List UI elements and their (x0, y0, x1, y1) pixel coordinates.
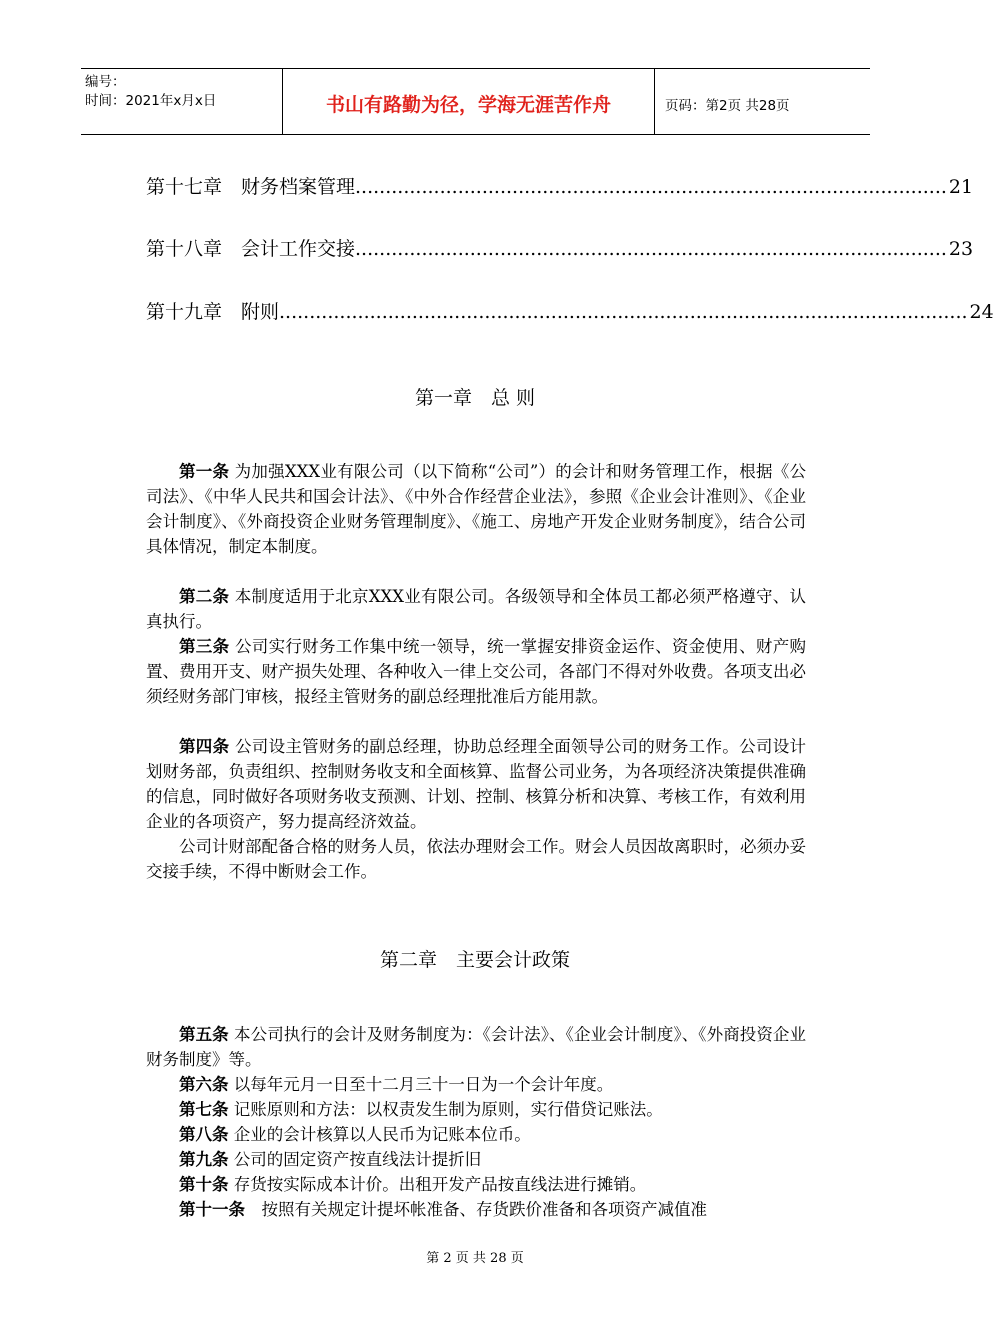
article-label: 第二条 (179, 587, 230, 606)
toc-leader: .................................................................................................. (355, 238, 947, 260)
article-label: 第九条 (179, 1150, 229, 1169)
article-10 (179, 1172, 859, 1197)
article-text: 公司的固定资产按直线法计提折旧 (228, 1150, 482, 1169)
page-footer: 第 2 页 共 28 页 (426, 1251, 524, 1266)
article-4 (146, 734, 806, 834)
toc-entry[interactable] (146, 297, 994, 325)
toc-page: 24 (969, 301, 994, 323)
article-label: 第八条 (179, 1125, 229, 1144)
header-meta (81, 69, 283, 134)
header-time: 时间：2021年x月x日 (85, 93, 217, 109)
article-label: 第六条 (179, 1075, 229, 1094)
toc-page: 21 (948, 176, 974, 198)
article-label: 第十条 (179, 1175, 229, 1194)
article-text: 按照有关规定计提坏帐准备、存货跌价准备和各项资产减值准 (245, 1200, 707, 1219)
article-4-extra: 公司计财部配备合格的财务人员，依法办理财会工作。财会人员因故离职时，必须办妥交接手续，不得中断财会工作。 (146, 837, 806, 881)
chapter-title: 第一章 总 则 (414, 387, 536, 409)
article-text: 本公司执行的会计及财务制度为：《会计法》、《企业会计制度》、《外商投资企业财务制度》等。 (146, 1025, 807, 1069)
article-text: 以每年元月一日至十二月三十一日为一个会计年度。 (228, 1075, 614, 1094)
toc-chapter: 第十八章 会计工作交接 (146, 238, 356, 260)
header-motto: 书山有路勤为径，学海无涯苦作舟 (283, 69, 655, 134)
header-page-info: 页码：第2页 共28页 (665, 97, 790, 114)
toc-chapter: 第十七章 财务档案管理 (146, 176, 356, 198)
article-text: 公司实行财务工作集中统一领导，统一掌握安排资金运作、资金使用、财产购置、费用开支、财产损失处理、各种收入一律上交公司，各部门不得对外收费。各项支出必须经财务部门审核，报经主管财务的副总经理批准后方能用款。 (146, 637, 807, 706)
article-label: 第四条 (179, 737, 230, 756)
article-label: 第三条 (179, 637, 230, 656)
article-1 (146, 459, 806, 559)
article-label: 第一条 (179, 462, 230, 481)
article-5 (146, 1022, 806, 1072)
toc-leader: .................................................................................................................. (279, 301, 968, 323)
toc-entry[interactable] (146, 234, 974, 262)
article-text: 本制度适用于北京XXX业有限公司。各级领导和全体员工都必须严格遵守、认真执行。 (146, 587, 806, 631)
article-6 (179, 1072, 859, 1097)
article-text: 记账原则和方法：以权责发生制为原则，实行借贷记账法。 (228, 1100, 663, 1119)
article-label: 第十一条 (179, 1200, 245, 1219)
toc-page: 23 (948, 238, 974, 260)
article-text: 公司设主管财务的副总经理，协助总经理全面领导公司的财务工作。公司设计划财务部，负责组织、控制财务收支和全面核算、监督公司业务，为各项经济决策提供准确的信息，同时做好各项财务收支预测、计划、控制、核算分析和决算、考核工作，有效利用企业的各项资产，努力提高经济效益。 (146, 737, 807, 831)
page-header (81, 68, 870, 135)
article-7 (179, 1097, 859, 1122)
toc-entry[interactable] (146, 172, 974, 200)
article-2 (146, 584, 806, 634)
article-label: 第七条 (179, 1100, 229, 1119)
article-9 (179, 1147, 859, 1172)
article-label: 第五条 (179, 1025, 229, 1044)
header-number: 编号： (85, 74, 126, 90)
article-text: 企业的会计核算以人民币为记账本位币。 (228, 1125, 531, 1144)
article-text: 为加强XXX业有限公司（以下简称“公司”）的会计和财务管理工作，根据《公司法》、《中华人民共和国会计法》、《中外合作经营企业法》，参照《企业会计准则》、《企业会计制度》、《外商投资企业财务管理制度》、《施工、房地产开发企业财务制度》，结合公司具体情况，制定本制度。 (146, 462, 806, 556)
article-8 (179, 1122, 859, 1147)
toc-leader: .................................................................................................. (355, 176, 947, 198)
article-text: 存货按实际成本计价。出租开发产品按直线法进行摊销。 (228, 1175, 647, 1194)
article-11 (179, 1197, 859, 1222)
article-3 (146, 634, 806, 709)
toc-chapter: 第十九章 附则 (146, 301, 280, 323)
chapter-title: 第二章 主要会计政策 (379, 949, 570, 971)
